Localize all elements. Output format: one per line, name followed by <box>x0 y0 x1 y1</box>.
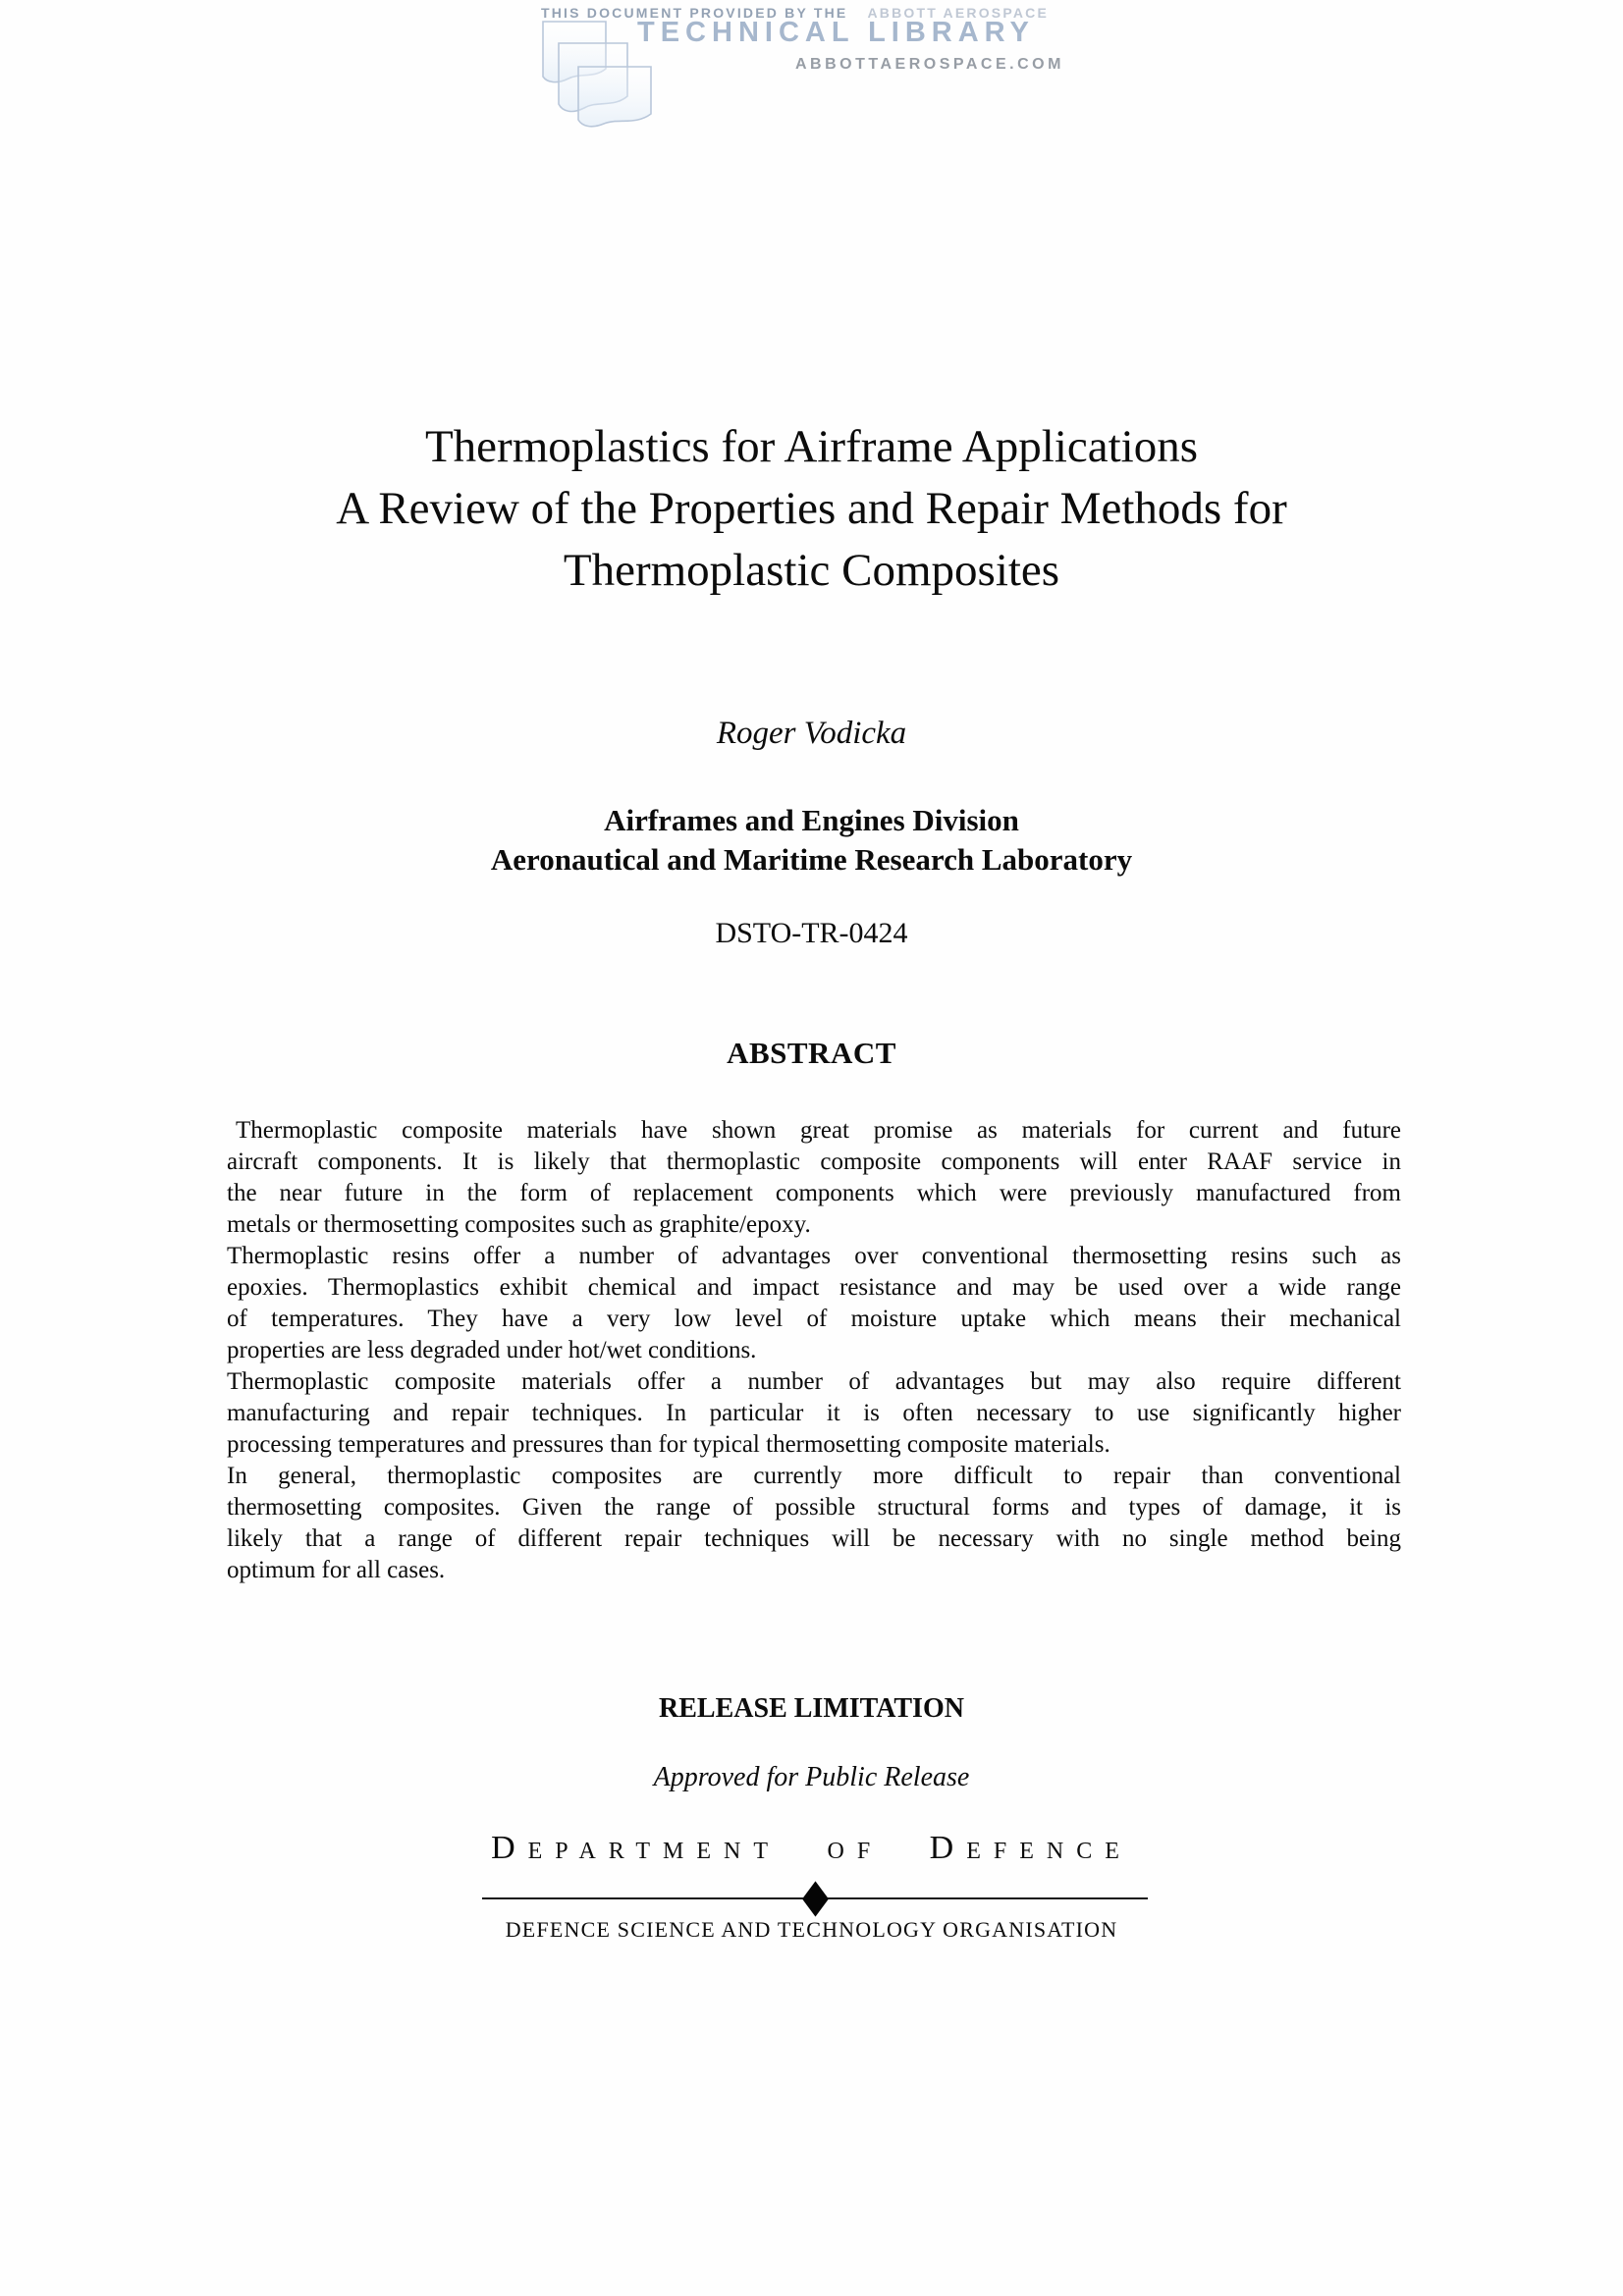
abstract-line: Thermoplastic resins offer a number of advantages over conventional thermosetting resins such as <box>227 1243 1401 1269</box>
abstract-text <box>227 1115 1401 1586</box>
abstract-line: Thermoplastic composite materials offer a number of advantages but may also require different <box>227 1368 1401 1395</box>
abstract-line: properties are less degraded under hot/wet conditions. <box>227 1337 757 1363</box>
organisation-name: DEFENCE SCIENCE AND TECHNOLOGY ORGANISATION <box>505 1917 1118 1942</box>
abstract-line: aircraft components. It is likely that thermoplastic composite components will enter RAAF service in <box>227 1148 1401 1175</box>
release-limitation-heading: RELEASE LIMITATION <box>659 1693 964 1724</box>
division-name: Airframes and Engines Division <box>604 803 1019 837</box>
abstract-line: thermosetting composites. Given the range of possible structural forms and types of damage, it is <box>227 1494 1401 1521</box>
abstract-line: processing temperatures and pressures than for typical thermosetting composite materials. <box>227 1431 1110 1458</box>
title-line-3: Thermoplastic Composites <box>563 545 1060 596</box>
approval-statement: Approved for Public Release <box>653 1762 970 1792</box>
library-title: TECHNICAL LIBRARY <box>637 17 1035 48</box>
department-of-defence: Department of Defence <box>491 1830 1132 1866</box>
author-name: Roger Vodicka <box>716 716 907 751</box>
abstract-line: In general, thermoplastic composites are currently more difficult to repair than conventional <box>227 1463 1401 1489</box>
laboratory-name: Aeronautical and Maritime Research Laboratory <box>490 842 1133 877</box>
provided-brand: ABBOTT AEROSPACE <box>867 5 1049 21</box>
title-line-1: Thermoplastics for Airframe Applications <box>424 421 1199 472</box>
divider-line-right <box>828 1897 1149 1899</box>
abstract-line: manufacturing and repair techniques. In particular it is often necessary to use significantly higher <box>227 1400 1401 1426</box>
abstract-heading: ABSTRACT <box>727 1036 896 1070</box>
abstract-line: the near future in the form of replacement components which were previously manufactured from <box>227 1180 1401 1206</box>
report-number: DSTO-TR-0424 <box>715 917 908 949</box>
report-title <box>0 416 1623 602</box>
abstract-line: epoxies. Thermoplastics exhibit chemical and impact resistance and may be used over a wide range <box>227 1274 1401 1301</box>
abstract-line: metals or thermosetting composites such as graphite/epoxy. <box>227 1211 811 1238</box>
title-line-2: A Review of the Properties and Repair Methods for <box>336 483 1287 534</box>
library-header <box>0 0 1623 137</box>
provided-prefix: THIS DOCUMENT PROVIDED BY THE <box>541 5 848 21</box>
divider-line-left <box>482 1897 803 1899</box>
abstract-line: of temperatures. They have a very low level of moisture uptake which means their mechanical <box>227 1306 1401 1332</box>
abstract-line: Thermoplastic composite materials have shown great promise as materials for current and future <box>236 1117 1401 1144</box>
library-website: ABBOTTAEROSPACE.COM <box>795 56 1064 73</box>
division-block <box>0 801 1623 880</box>
abstract-line: likely that a range of different repair techniques will be necessary with no single method being <box>227 1525 1401 1552</box>
abstract-line: optimum for all cases. <box>227 1557 446 1583</box>
